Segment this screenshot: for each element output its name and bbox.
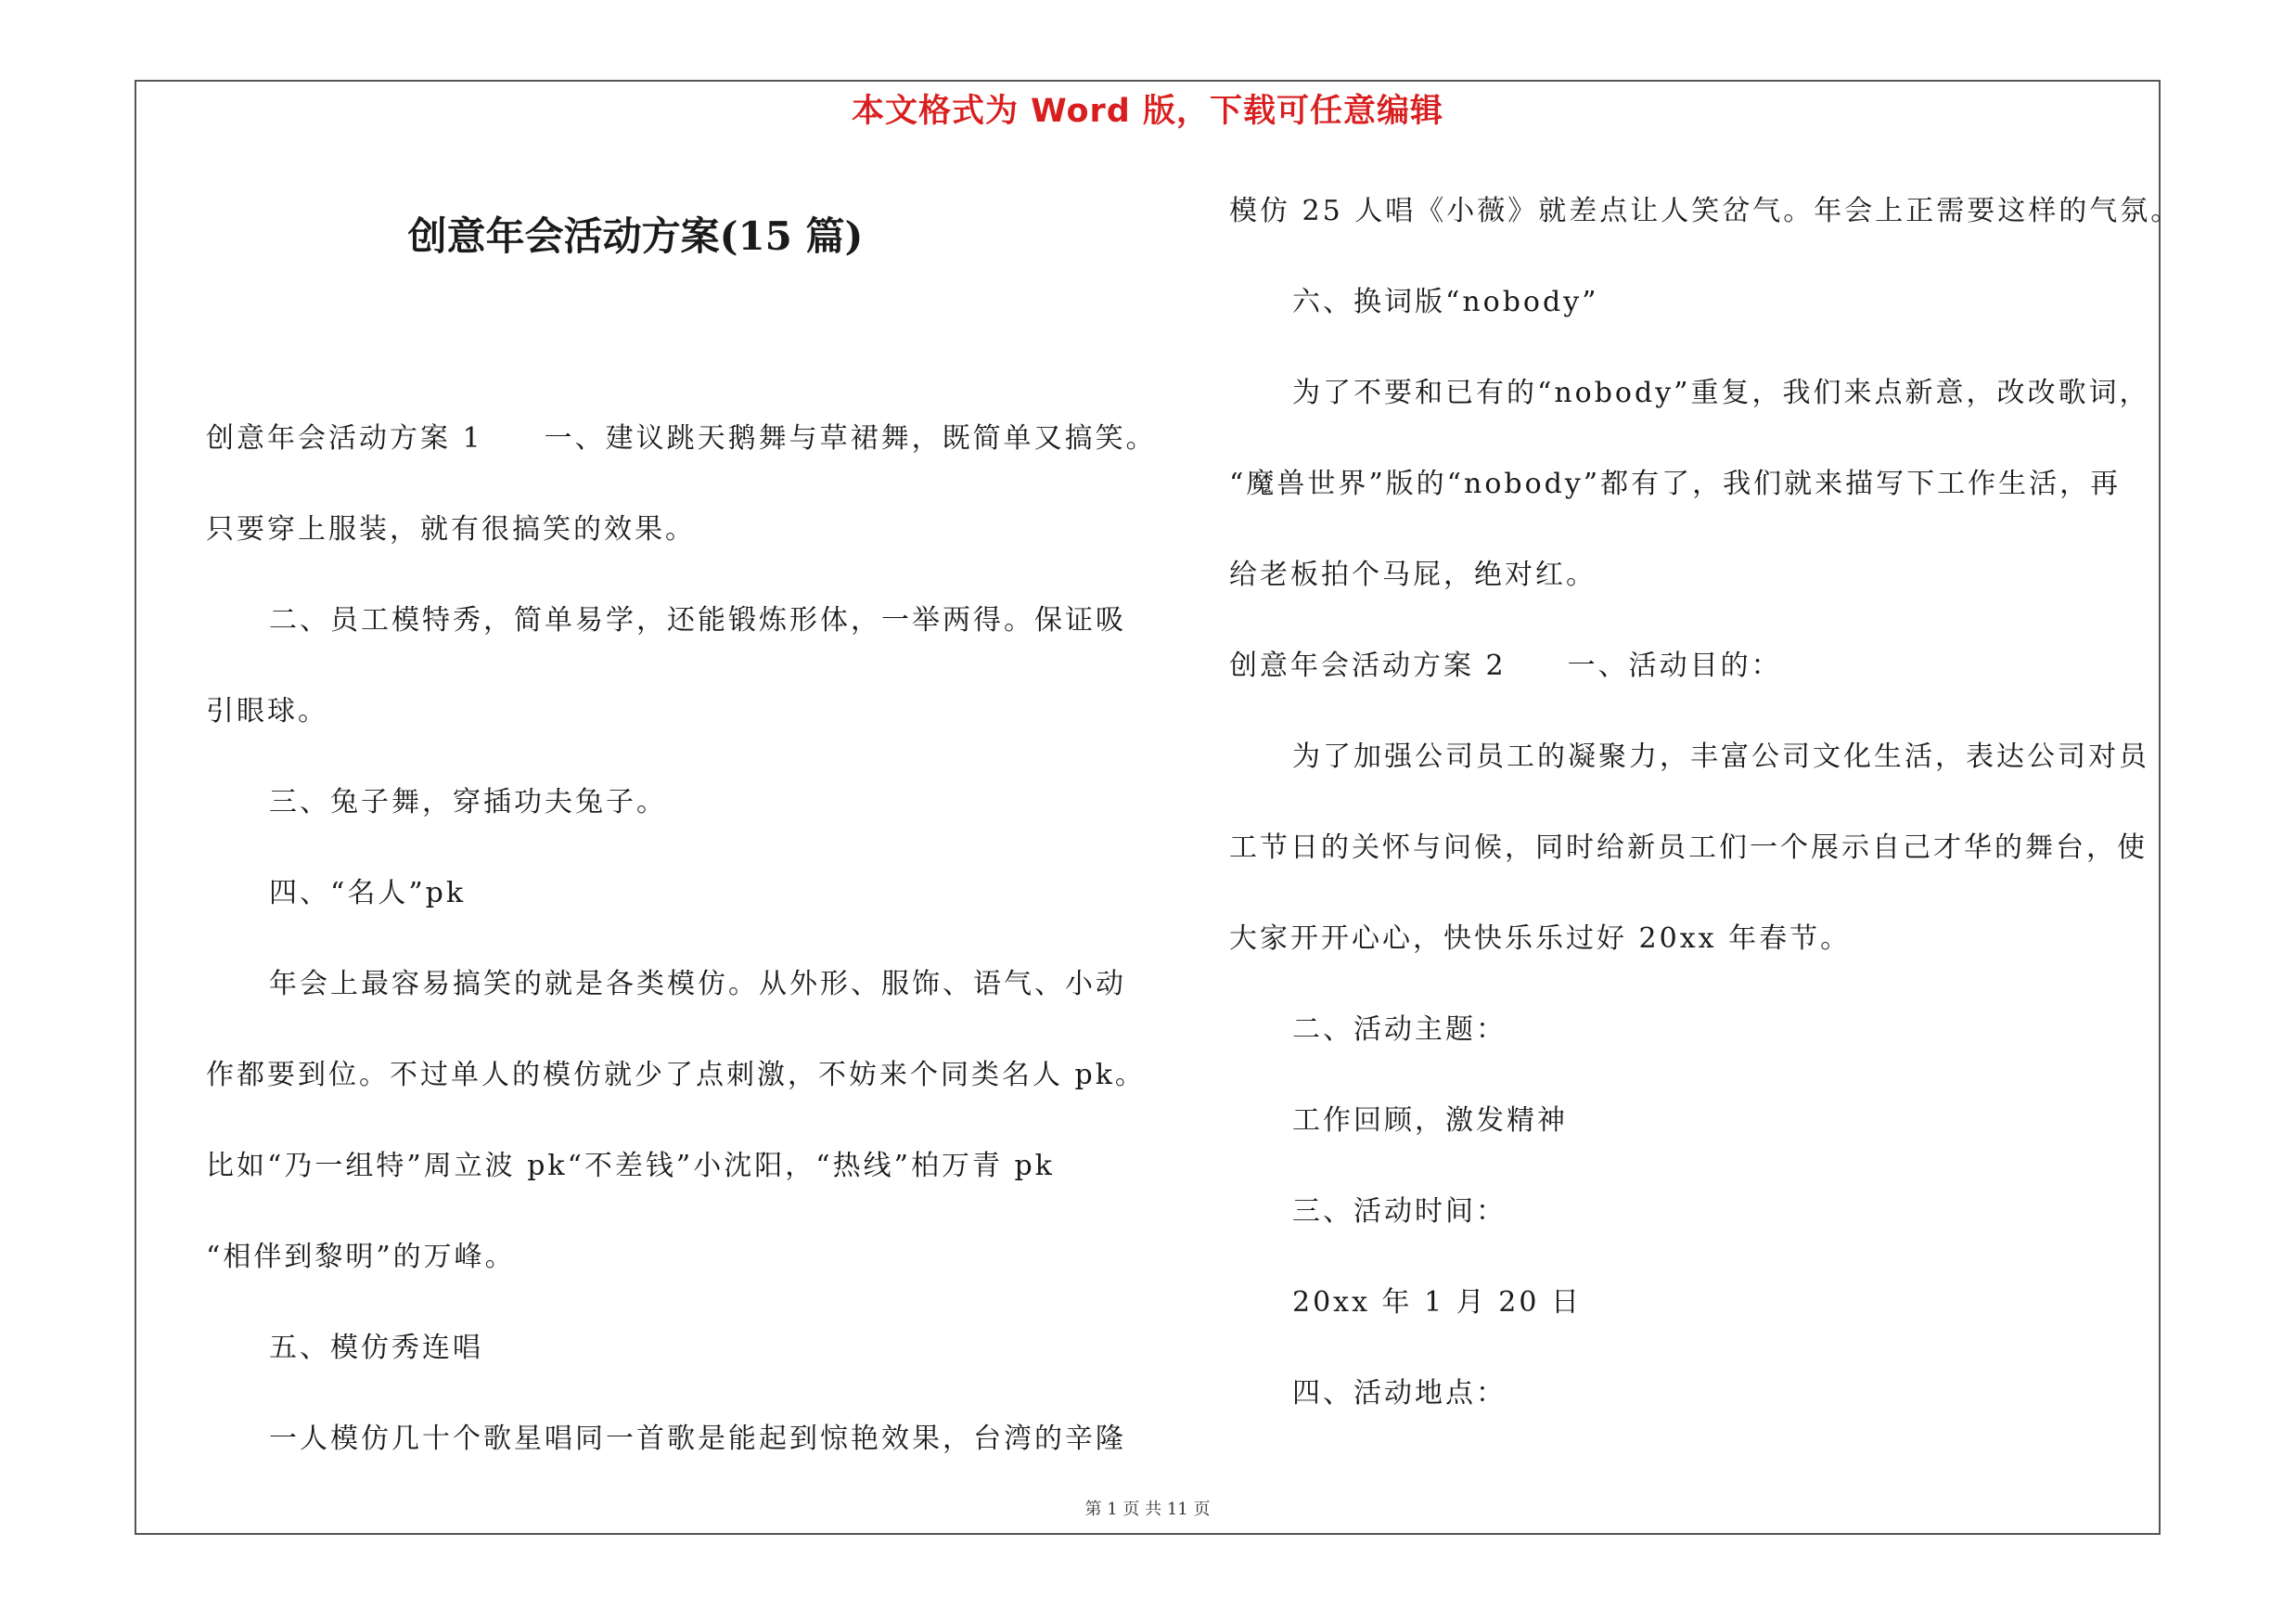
page-footer: 第 1 页 共 11 页 — [1084, 1500, 1211, 1519]
right-column-text-line: 为了加强公司员工的凝聚力，丰富公司文化生活，表达公司对员 — [1292, 741, 2149, 773]
right-column-text-line: 二、活动主题： — [1292, 1013, 1507, 1046]
left-column-text-line: 年会上最容易搞笑的就是各类模仿。从外形、服饰、语气、小动 — [269, 968, 1126, 1000]
right-column-text-line: 六、换词版“nobody” — [1292, 286, 1599, 318]
left-column-text-line: 三、兔子舞，穿插功夫兔子。 — [269, 786, 667, 818]
left-column-text-line: 一人模仿几十个歌星唱同一首歌是能起到惊艳效果，台湾的辛隆 — [269, 1423, 1126, 1455]
right-column-text-line: 20xx 年 1 月 20 日 — [1292, 1286, 1582, 1319]
right-column-text-line: 工作回顾，激发精神 — [1292, 1104, 1568, 1137]
right-column-text-line: 工节日的关怀与问候，同时给新员工们一个展示自己才华的舞台，使 — [1229, 831, 2148, 864]
left-column-text-line: 创意年会活动方案 1 一、建议跳天鹅舞与草裙舞，既简单又搞笑。 — [206, 422, 1157, 455]
right-column-text-line: 三、活动时间： — [1292, 1195, 1507, 1228]
right-column-text-line: 创意年会活动方案 2 一、活动目的： — [1229, 650, 1782, 682]
right-column-text-line: 四、活动地点： — [1292, 1377, 1507, 1410]
right-column-text-line: 大家开开心心，快快乐乐过好 20xx 年春节。 — [1229, 922, 1852, 955]
left-column-text-line: 作都要到位。不过单人的模仿就少了点刺激，不妨来个同类名人 pk。 — [206, 1059, 1146, 1091]
right-column-text-line: 模仿 25 人唱《小薇》就差点让人笑岔气。年会上正需要这样的气氛。 — [1229, 195, 2182, 227]
left-column-text-line: 比如“乃一组特”周立波 pk“不差钱”小沈阳，“热线”柏万青 pk — [206, 1150, 1055, 1182]
left-column-text-line: 引眼球。 — [206, 695, 328, 728]
word-format-banner: 本文格式为 Word 版，下载可任意编辑 — [851, 93, 1444, 130]
right-column-text-line: 为了不要和已有的“nobody”重复，我们来点新意，改改歌词， — [1292, 377, 2150, 409]
right-column-text-line: 给老板拍个马屁，绝对红。 — [1229, 559, 1597, 591]
left-column-text-line: 只要穿上服装，就有很搞笑的效果。 — [206, 513, 696, 546]
right-column-text-line: “魔兽世界”版的“nobody”都有了，我们就来描写下工作生活，再 — [1229, 468, 2122, 500]
left-column-text-line: 二、员工模特秀，简单易学，还能锻炼形体，一举两得。保证吸 — [269, 604, 1126, 637]
right-text-column — [1229, 188, 2182, 1462]
left-text-column — [206, 416, 1161, 1507]
document-title: 创意年会活动方案(15 篇) — [407, 213, 864, 259]
left-column-text-line: “相伴到黎明”的万峰。 — [206, 1241, 516, 1273]
left-column-text-line: 五、模仿秀连唱 — [269, 1332, 483, 1364]
left-column-text-line: 四、“名人”pk — [269, 877, 467, 909]
